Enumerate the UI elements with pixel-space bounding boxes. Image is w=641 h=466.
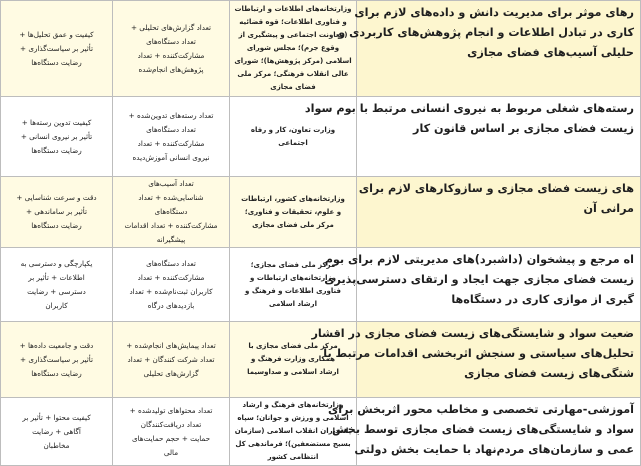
responsible-org-line: وزارتخانه‌های کشور، ارتباطات bbox=[241, 194, 345, 203]
action-title-cell bbox=[324, 248, 641, 322]
responsible-org-line: وزارتخانه‌های اطلاعات و ارتباطات bbox=[234, 5, 352, 13]
outcomes-line: دسترسی + رضایت bbox=[27, 286, 86, 296]
outcomes-line: یکپارچگی و دسترسی به bbox=[20, 258, 93, 268]
responsible-org-line: وزارت تعاون، کار و رفاه bbox=[250, 125, 336, 134]
indicators-cell bbox=[113, 177, 230, 248]
outcomes-line: کیفیت تدوین رسته‌ها + bbox=[21, 117, 92, 127]
outcomes-line: تأثیر بر سیاست‌گذاری + bbox=[20, 354, 93, 364]
outcomes-line: رضایت دستگاه‌ها bbox=[31, 368, 82, 378]
action-title-line: رسته‌های شغلی مربوط به نیروی انسانی مرتبط با بوم سواد bbox=[304, 102, 634, 115]
action-title-line: های زیست فضای مجازی و سازوکارهای لازم برای bbox=[358, 182, 634, 195]
indicators-cell bbox=[113, 248, 230, 322]
responsible-org-line: مرکز ملی فضای مجازی؛ bbox=[250, 260, 336, 269]
outcomes-line: مخاطبان bbox=[43, 440, 70, 450]
responsible-org-line: وقوع جرم)؛ مجلس شورای bbox=[246, 44, 340, 52]
responsible-org-line: انتظامی کشور bbox=[267, 453, 319, 461]
indicators-line: مشارکت‌کننده + تعداد bbox=[137, 50, 205, 60]
indicators-line: پیشگیرانه bbox=[156, 235, 186, 244]
indicators-line: کاربران ثبت‌نام‌شده + تعداد bbox=[129, 286, 213, 296]
outcomes-line: اطلاعات + تأثیر بر bbox=[28, 272, 85, 282]
action-title-cell bbox=[357, 177, 641, 248]
responsible-org-line: و فناوری اطلاعات؛ قوه قضائیه bbox=[239, 18, 347, 26]
responsible-org-line: بسیج مستضعفین)؛ فرماندهی کل bbox=[235, 440, 351, 448]
outcomes-line: تأثیر بر ساماندهی + bbox=[26, 207, 87, 216]
indicators-line: دستگاه‌های bbox=[154, 207, 188, 216]
outcomes-cell bbox=[1, 398, 113, 466]
indicators-line: مشارکت‌کننده + تعداد bbox=[137, 138, 205, 148]
action-title-line: زیست فضای مجازی جهت ایجاد و ارتقای دسترسی‌پذیری bbox=[324, 273, 634, 286]
responsible-org-cell bbox=[230, 177, 357, 248]
indicators-cell bbox=[113, 322, 230, 398]
outcomes-line: رضایت دستگاه‌ها bbox=[31, 57, 82, 67]
responsible-org-line: فناوری اطلاعات و فرهنگ و bbox=[245, 286, 341, 295]
responsible-org-line: همکاری وزارت فرهنگ و bbox=[250, 355, 335, 363]
indicators-line: تعداد دستگاه‌های bbox=[146, 124, 196, 134]
responsible-org-line: پاسداران انقلاب اسلامی (سازمان bbox=[234, 427, 352, 435]
responsible-org-line: اسلامی و ورزش و جوانان؛ سپاه bbox=[237, 414, 349, 422]
outcomes-line: تأثیر بر نیروی انسانی + bbox=[20, 131, 93, 141]
responsible-org-line: اسلامی (مرکز پژوهش‌ها)؛ شورای bbox=[234, 57, 352, 65]
indicators-cell bbox=[113, 1, 230, 97]
action-title-line: تحلیل‌های سیاستی و سنجش اثربخشی اقدامات مرتبط با bbox=[323, 347, 634, 360]
indicators-line: تعداد دستگاه‌های bbox=[146, 36, 196, 46]
indicators-line: حمایت + حجم حمایت‌های bbox=[131, 433, 211, 443]
indicators-line: پژوهش‌های انجام‌شده bbox=[138, 64, 204, 74]
action-title-cell bbox=[311, 322, 641, 398]
responsible-org-cell bbox=[230, 398, 357, 466]
responsible-org-line: و علوم، تحقیقات و فناوری؛ bbox=[244, 207, 342, 216]
responsible-org-line: فضای مجازی bbox=[270, 83, 316, 91]
responsible-org-line: عالی انقلاب فرهنگی؛ مرکز ملی bbox=[237, 70, 349, 78]
outcomes-cell bbox=[1, 97, 113, 177]
responsible-org-line: وزارتخانه‌های فرهنگ و ارشاد bbox=[242, 401, 344, 409]
action-title-line: ضعیت سواد و شایستگی‌های زیست فضای مجازی در اقشار bbox=[311, 327, 634, 340]
indicators-line: تعداد گزارش‌های تحلیلی + bbox=[130, 22, 212, 32]
responsible-org-line: (معاونت اجتماعی و پیشگیری از bbox=[238, 31, 348, 39]
indicators-line: تعداد پیمایش‌های انجام‌شده + bbox=[126, 340, 216, 350]
outcomes-cell bbox=[1, 248, 113, 322]
table-row bbox=[1, 97, 641, 177]
action-title-cell bbox=[304, 97, 641, 177]
outcomes-line: کیفیت محتوا + تأثیر بر bbox=[22, 412, 91, 422]
responsible-org-line: وزارتخانه‌های ارتباطات و bbox=[250, 273, 336, 282]
indicators-line: شناسایی‌شده + تعداد bbox=[138, 193, 204, 202]
responsible-org-line: مرکز ملی فضای مجازی با bbox=[248, 342, 338, 350]
indicators-line: تعداد دستگاه‌های bbox=[146, 258, 196, 268]
indicators-line: تعداد آسیب‌های bbox=[148, 179, 194, 188]
responsible-org-line: ارشاد اسلامی و صداوسیما bbox=[247, 368, 339, 376]
indicators-line: تعداد محتواهای تولیدشده + bbox=[129, 405, 213, 415]
action-title-line: حلیلی آسیب‌های فضای مجازی bbox=[467, 46, 634, 59]
responsible-org-cell bbox=[230, 1, 357, 97]
action-title-line: شتگی‌های زیست فضای مجازی bbox=[464, 367, 634, 380]
action-title-line: اه مرجع و پیشخوان (داشبرد)های مدیریتی لازم برای بوم bbox=[324, 253, 634, 266]
action-title-line: آموزشی-مهارتی تخصصی و مخاطب محور اثربخش برای bbox=[328, 403, 634, 416]
indicators-line: مشارکت‌کننده + تعداد اقدامات bbox=[124, 221, 218, 230]
table-row bbox=[1, 177, 641, 248]
action-title-cell bbox=[338, 1, 641, 97]
outcomes-line: تأثیر بر سیاست‌گذاری + bbox=[20, 43, 93, 53]
indicators-line: نیروی انسانی آموزش‌دیده bbox=[132, 152, 210, 162]
action-title-line: کاری در تبادل اطلاعات و انجام پژوهش‌های کاربردی و bbox=[338, 26, 634, 39]
indicators-line: مشارکت‌کننده + تعداد bbox=[137, 272, 205, 282]
outcomes-line: دقت و جامعیت داده‌ها + bbox=[19, 340, 94, 350]
action-title-line: گیری از موازی کاری در دستگاه‌ها bbox=[451, 293, 634, 306]
outcomes-line: رضایت دستگاه‌ها bbox=[31, 145, 82, 155]
action-title-line: عمی و سازمان‌های مردم‌نهاد با حمایت بخش دولتی bbox=[354, 443, 634, 456]
indicators-line: گزارش‌های تحلیلی bbox=[143, 368, 199, 378]
outcomes-line: رضایت دستگاه‌ها bbox=[31, 221, 82, 230]
action-title-cell bbox=[328, 398, 641, 466]
responsible-org-line: ارشاد اسلامی bbox=[269, 299, 317, 308]
outcomes-line: دقت و سرعت شناسایی + bbox=[16, 193, 97, 202]
indicators-cell bbox=[113, 97, 230, 177]
responsible-org-line: مرکز ملی فضای مجازی bbox=[252, 220, 334, 229]
indicators-line: تعداد رسته‌های تدوین‌شده + bbox=[128, 110, 214, 120]
responsible-org-line: اجتماعی bbox=[278, 138, 308, 147]
indicators-cell bbox=[113, 398, 230, 466]
action-title-line: مرانی آن bbox=[583, 202, 634, 215]
action-title-line: سواد و شایستگی‌های زیست فضای مجازی توسط بخش bbox=[331, 423, 634, 436]
outcomes-cell bbox=[1, 177, 113, 248]
table-row bbox=[1, 1, 641, 97]
indicators-line: تعداد شرکت کنندگان + تعداد bbox=[127, 354, 215, 364]
outcomes-line: کیفیت و عمق تحلیل‌ها + bbox=[19, 29, 94, 39]
indicators-line: مالی bbox=[163, 447, 179, 457]
outcomes-cell bbox=[1, 1, 113, 97]
outcomes-line: آگاهی + رضایت bbox=[32, 426, 81, 436]
outcomes-cell bbox=[1, 322, 113, 398]
indicators-line: بازدیدهای درگاه bbox=[147, 300, 195, 310]
indicators-line: تعداد دریافت‌کنندگان bbox=[140, 419, 202, 429]
action-title-line: زیست فضای مجازی بر اساس قانون کار bbox=[413, 122, 634, 135]
outcomes-line: کاربران bbox=[45, 300, 68, 310]
action-title-line: رهای موثر برای مدیریت دانش و داده‌های لازم برای bbox=[354, 6, 634, 19]
table-row bbox=[1, 398, 641, 466]
table-row bbox=[1, 248, 641, 322]
table-row bbox=[1, 322, 641, 398]
